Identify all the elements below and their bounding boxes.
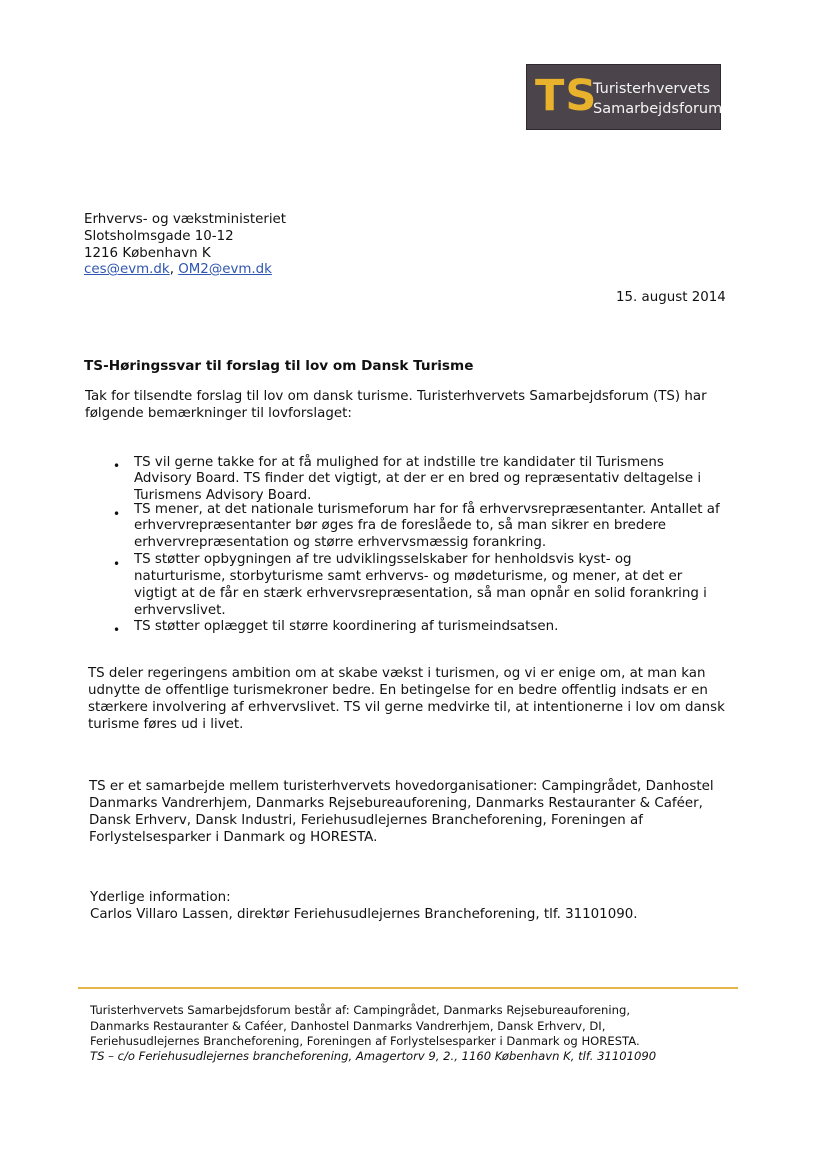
footer-line: Danmarks Restauranter & Caféer, Danhostel Danmarks Vandrerhjem, Dansk Erhverv, DI,	[90, 1019, 606, 1033]
footer-address: TS – c/o Feriehusudlejernes brancheforening, Amagertorv 9, 2., 1160 København K, tlf. 31101090	[90, 1049, 657, 1063]
paragraph2-line: turisme føres ud i livet.	[88, 717, 244, 732]
bullet-line: vigtigt at de får en stærk erhvervsrepræsentation, så man opnår en solid forankring i	[134, 586, 707, 601]
bullet-line: TS støtter oplægget til større koordinering af turismeindsatsen.	[134, 619, 559, 634]
bullet-marker: •	[113, 507, 121, 521]
bullet-line: Advisory Board. TS finder det vigtigt, at der er en bred og repræsentativ deltagelse i	[134, 471, 702, 486]
footer-line: Feriehusudlejernes Brancheforening, Foreningen af Forlystelsesparker i Danmark og HORESTA.	[90, 1034, 640, 1048]
footer-divider	[78, 987, 738, 989]
intro-line: følgende bemærkninger til lovforslaget:	[85, 406, 352, 421]
footer-line: Turisterhvervets Samarbejdsforum består af: Campingrådet, Danmarks Rejsebureauforening,	[90, 1003, 631, 1017]
paragraph3-line: Dansk Erhverv, Dansk Industri, Feriehusudlejernes Brancheforening, Foreningen af	[89, 813, 643, 828]
contact-line: Carlos Villaro Lassen, direktør Feriehusudlejernes Brancheforening, tlf. 31101090.	[90, 907, 638, 922]
bullet-line: naturturisme, storbyturisme samt erhvervs- og mødeturisme, og mener, at det er	[134, 569, 683, 584]
paragraph2-line: udnytte de offentlige turismekroner bedre. En betingelse for en bedre offentlig indsats er en	[88, 683, 708, 698]
paragraph2-line: stærkere involvering af erhvervslivet. TS vil gerne medvirke til, at intentionerne i lov om dansk	[88, 700, 725, 715]
bullet-line: TS mener, at det nationale turismeforum har for få erhvervsrepræsentanter. Antallet af	[134, 502, 720, 517]
bullet-line: erhvervslivet.	[134, 603, 226, 618]
bullet-line: TS vil gerne takke for at få mulighed for at indstille tre kandidater til Turismens	[134, 455, 664, 470]
contact-heading: Yderlige information:	[90, 890, 231, 905]
logo-line-1: Turisterhvervets	[593, 81, 711, 97]
bullet-line: erhvervrepræsentation og større erhvervsmæssig forankring.	[134, 535, 547, 550]
bullet-line: Turismens Advisory Board.	[134, 488, 312, 503]
email-link-ces[interactable]: ces@evm.dk	[84, 262, 170, 277]
bullet-line: TS støtter opbygningen af tre udviklingsselskaber for henholdsvis kyst- og	[134, 552, 632, 567]
recipient-city: 1216 København K	[84, 246, 211, 261]
logo-mark: TS	[535, 71, 598, 121]
paragraph3-line: Forlystelsesparker i Danmark og HORESTA.	[89, 830, 378, 845]
paragraph3-line: Danmarks Vandrerhjem, Danmarks Rejsebureauforening, Danmarks Restauranter & Caféer,	[89, 796, 703, 811]
bullet-marker: •	[113, 557, 121, 571]
bullet-marker: •	[113, 459, 121, 473]
logo-line-2: Samarbejdsforum	[593, 101, 723, 117]
paragraph3-line: TS er et samarbejde mellem turisterhvervets hovedorganisationer: Campingrådet, Danhostel	[89, 779, 714, 794]
bullet-line: erhvervrepræsentanter bør øges fra de foreslåede to, så man sikrer en bredere	[134, 518, 667, 533]
recipient-emails	[84, 262, 272, 279]
ts-logo	[526, 64, 721, 130]
email-separator: ,	[169, 262, 179, 277]
letter-subject: TS-Høringssvar til forslag til lov om Dansk Turisme	[84, 358, 474, 374]
paragraph2-line: TS deler regeringens ambition om at skabe vækst i turismen, og vi er enige om, at man kan	[88, 666, 706, 681]
letter-date: 15. august 2014	[616, 290, 726, 305]
recipient-name: Erhvervs- og vækstministeriet	[84, 212, 287, 227]
email-link-om2[interactable]: OM2@evm.dk	[178, 262, 272, 277]
bullet-marker: •	[113, 623, 121, 637]
recipient-street: Slotsholmsgade 10-12	[84, 229, 234, 244]
intro-line: Tak for tilsendte forslag til lov om dansk turisme. Turisterhvervets Samarbejdsforum (TS) har	[85, 389, 707, 404]
